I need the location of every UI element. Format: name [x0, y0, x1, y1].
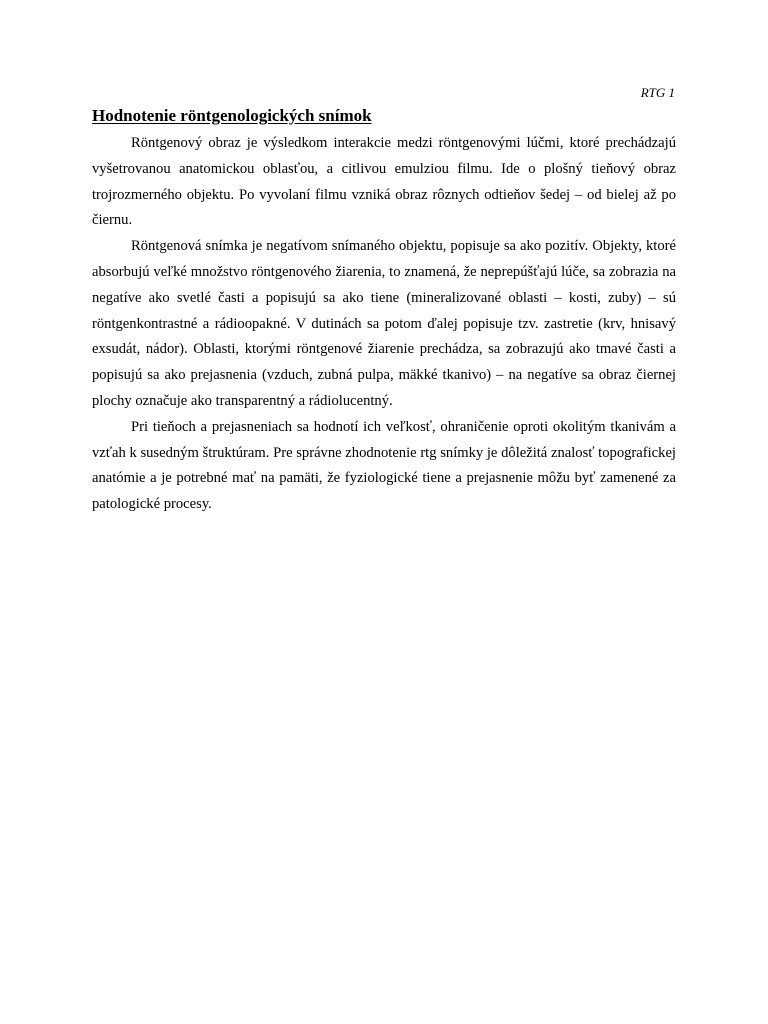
page-header-reference: RTG 1 — [640, 85, 675, 100]
body-paragraph-2: Röntgenová snímka je negatívom snímaného objektu, popisuje sa ako pozitív. Objekty, ktoré absorbujú veľké množstvo röntgenového žiarenia, to znamená, že neprepúšťajú lúče, sa zobrazia na negatíve ako svetlé časti a popisujú sa ako tiene (mineralizované oblasti – kosti, zuby) – sú röntgenkontrastné a rádioopakné. V dutinách sa potom ďalej popisuje tzv. zastretie (krv, hnisavý exsudát, nádor). Oblasti, ktorými röntgenové žiarenie prechádza, sa zobrazujú ako tmavé časti a popisujú sa ako prejasnenia (vzduch, zubná pulpa, mäkké tkanivo) – na negatíve sa obraz čiernej plochy označuje ako transparentný a rádiolucentný. — [92, 238, 676, 409]
document-title: Hodnotenie röntgenologických snímok — [92, 106, 372, 125]
body-paragraph-3: Pri tieňoch a prejasneniach sa hodnotí ich veľkosť, ohraničenie oproti okolitým tkanivám a vzťah k susedným štruktúram. Pre správne zhodnotenie rtg snímky je dôležitá znalosť topografickej anatómie a je potrebné mať na pamäti, že fyziologické tiene a prejasnenie môžu byť zamenené za patologické procesy. — [92, 418, 676, 513]
body-paragraph-1: Röntgenový obraz je výsledkom interakcie medzi röntgenovými lúčmi, ktoré prechádzajú vyšetrovanou anatomickou oblasťou, a citlivou emulziou filmu. Ide o plošný tieňový obraz trojrozmerného objektu. Po vyvolaní filmu vzniká obraz rôznych odtieňov šedej – od bielej až po čiernu. — [92, 135, 676, 229]
document-body — [92, 131, 676, 518]
